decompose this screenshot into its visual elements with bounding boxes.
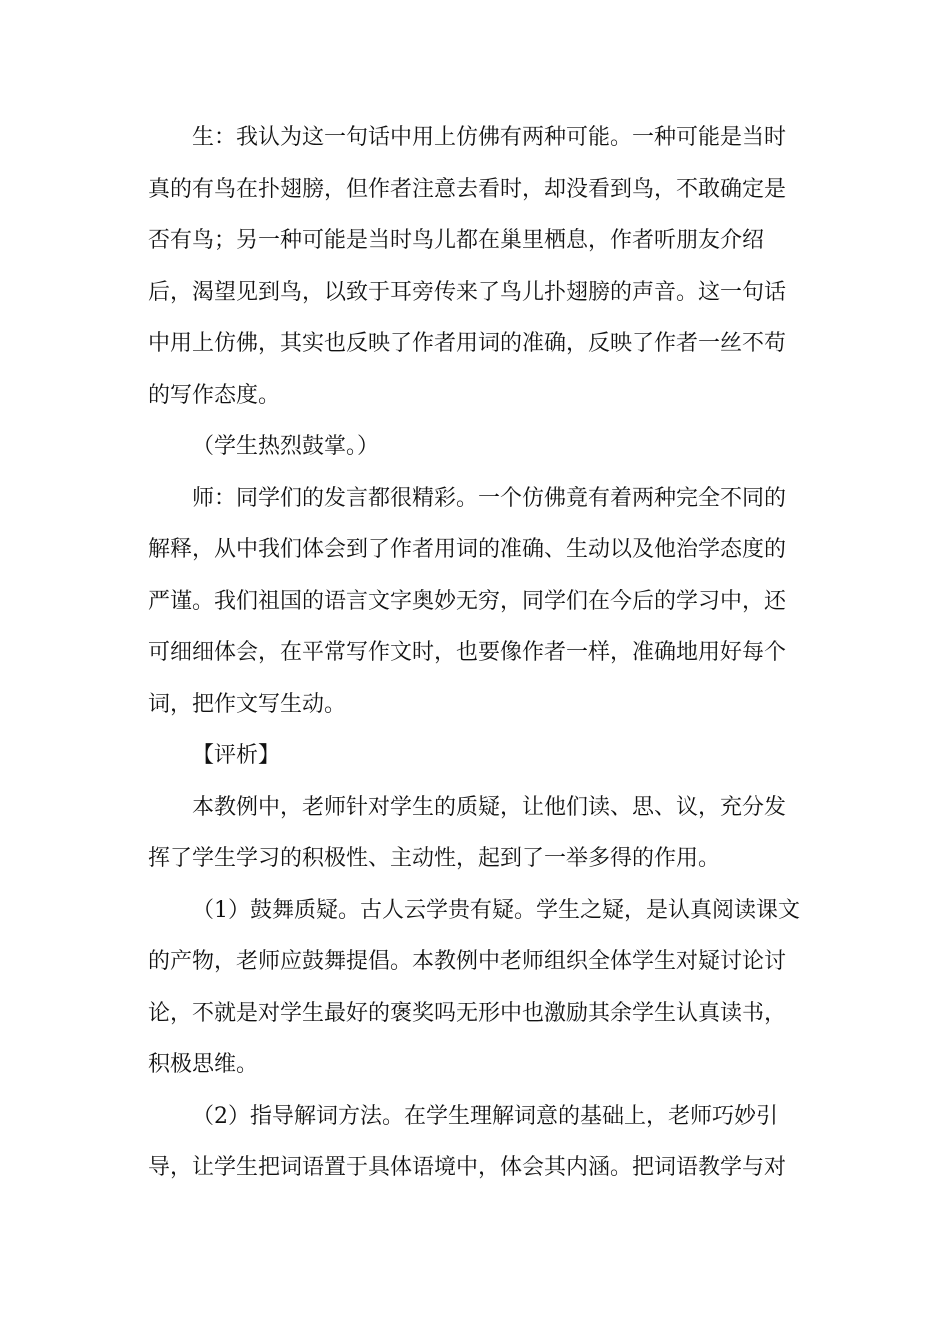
- point-one-paragraph: [148, 885, 798, 1091]
- text-line: 生：我认为这一句话中用上仿佛有两种可能。一种可能是当时: [192, 125, 787, 150]
- analysis-intro-paragraph: [148, 782, 798, 885]
- text-line: 积极思维。: [148, 1052, 259, 1077]
- text-line: （学生热烈鼓掌。）: [192, 434, 380, 459]
- section-heading: 【评析】: [192, 743, 281, 768]
- text-line: 后，渴望见到鸟，以致于耳旁传来了鸟儿扑翅膀的声音。这一句话: [148, 279, 787, 305]
- text-line: 严谨。我们祖国的语言文字奥妙无穷，同学们在今后的学习中，还: [148, 588, 787, 614]
- text-line: 的产物，老师应鼓舞提倡。本教例中老师组织全体学生对疑讨论讨: [148, 949, 787, 974]
- teacher-summary-paragraph: [148, 473, 798, 731]
- text-line: 本教例中，老师针对学生的质疑，让他们读、思、议，充分发: [192, 794, 787, 820]
- text-line: （2）指导解词方法。在学生理解词意的基础上，老师巧妙引: [192, 1103, 778, 1129]
- text-line: 词，把作文写生动。: [148, 691, 347, 717]
- text-line: 中用上仿佛，其实也反映了作者用词的准确，反映了作者一丝不苟: [148, 331, 787, 356]
- text-line: 论，不就是对学生最好的褒奖吗无形中也激励其余学生认真读书，: [148, 1000, 787, 1026]
- text-line: 否有鸟；另一种可能是当时鸟儿都在巢里栖息，作者听朋友介绍: [148, 228, 765, 253]
- text-line: （1）鼓舞质疑。古人云学贵有疑。学生之疑，是认真阅读课文: [192, 897, 800, 923]
- text-line: 师：同学们的发言都很精彩。一个仿佛竟有着两种完全不同的: [192, 485, 787, 511]
- student-answer-paragraph: [148, 112, 798, 421]
- text-line: 真的有鸟在扑翅膀，但作者注意去看时，却没看到鸟，不敢确定是: [148, 176, 787, 202]
- text-line: 挥了学生学习的积极性、主动性，起到了一举多得的作用。: [148, 846, 721, 871]
- analysis-heading: [148, 730, 798, 782]
- applause-paragraph: [148, 421, 798, 473]
- document-body: [148, 112, 798, 1194]
- text-line: 导，让学生把词语置于具体语境中，体会其内涵。把词语教学与对: [148, 1155, 787, 1180]
- text-line: 可细细体会，在平常写作文时，也要像作者一样，准确地用好每个: [148, 640, 787, 665]
- point-two-paragraph: [148, 1091, 798, 1194]
- text-line: 解释，从中我们体会到了作者用词的准确、生动以及他治学态度的: [148, 537, 787, 562]
- text-line: 的写作态度。: [148, 382, 281, 408]
